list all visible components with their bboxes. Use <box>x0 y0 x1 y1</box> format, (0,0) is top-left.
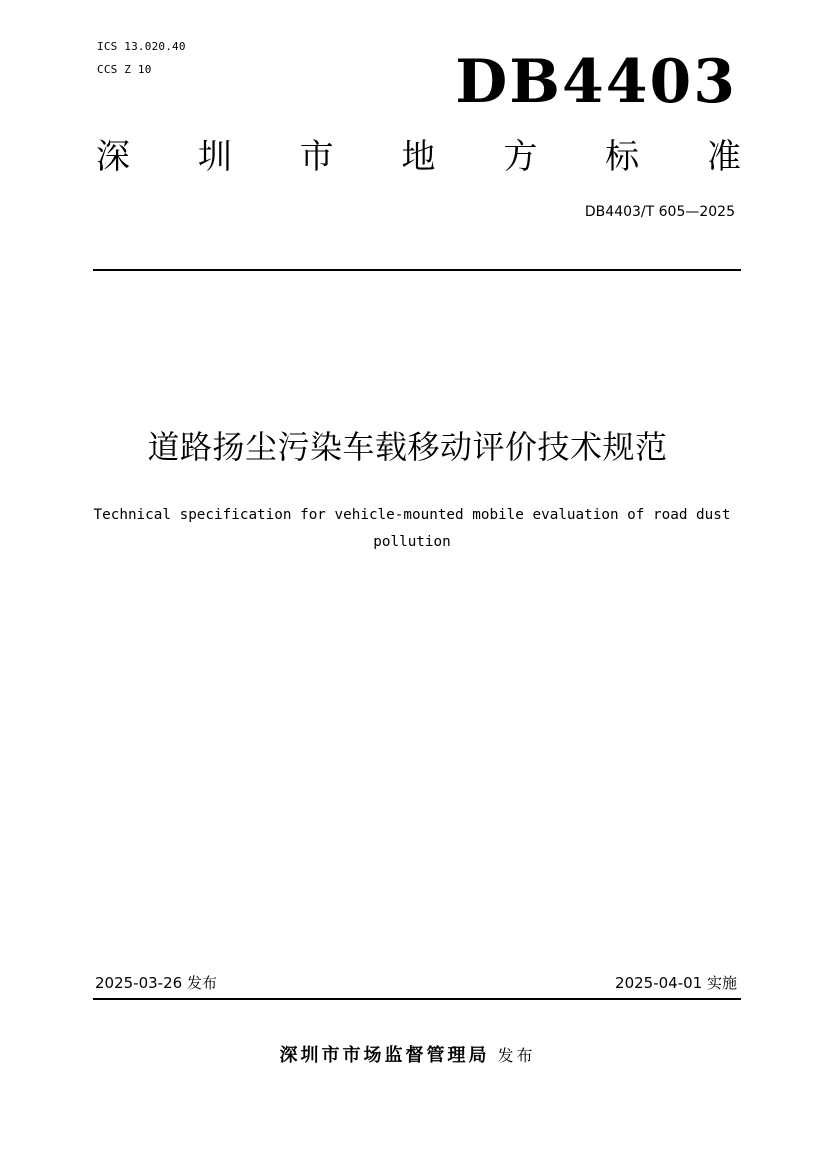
implementation-date: 2025-04-01 实施 <box>615 974 737 992</box>
issue-date: 2025-03-26 发布 <box>95 974 217 992</box>
ccs-code: CCS Z 10 <box>97 63 152 76</box>
standard-code-logo: DB4403 <box>455 47 737 117</box>
document-title-en: Technical specification for vehicle-mounted mobile evaluation of road dust pollution <box>93 507 731 550</box>
standard-type-char: 标 <box>605 137 640 177</box>
standard-type-char: 圳 <box>197 137 232 177</box>
standard-type-char: 方 <box>503 137 538 177</box>
standard-number: DB4403/T 605—2025 <box>584 204 735 220</box>
ics-code: ICS 13.020.40 <box>97 40 186 53</box>
standard-type-heading <box>96 132 741 182</box>
document-title-zh: 道路扬尘污染车载移动评价技术规范 <box>147 428 668 466</box>
top-divider <box>93 269 741 271</box>
publisher-line <box>0 1042 815 1070</box>
bottom-divider <box>93 998 741 1000</box>
publisher-organization: 深圳市市场监督管理局 <box>279 1045 490 1066</box>
standard-type-char: 市 <box>299 137 334 177</box>
publisher-suffix: 发布 <box>497 1046 536 1065</box>
standard-type-char: 准 <box>706 137 741 177</box>
standard-type-char: 地 <box>401 137 436 177</box>
standard-type-char: 深 <box>96 137 130 177</box>
